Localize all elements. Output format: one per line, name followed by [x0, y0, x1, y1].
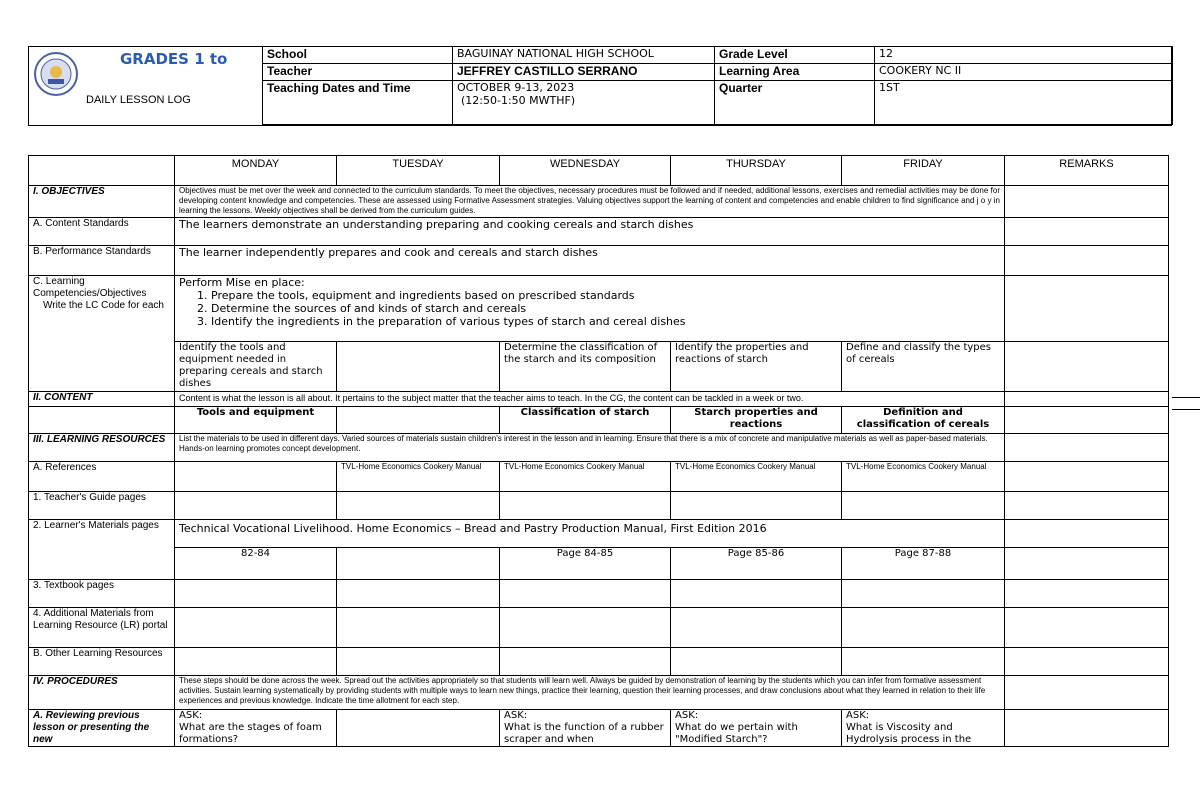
school-value: BAGUINAY NATIONAL HIGH SCHOOL [453, 47, 715, 64]
empty-cell [842, 580, 1005, 608]
dates-text: OCTOBER 9-13, 2023 [457, 81, 575, 94]
competencies-label-line2: Competencies/Objectives [33, 288, 147, 299]
performance-standards-label: B. Performance Standards [29, 246, 175, 276]
empty-cell [175, 608, 337, 648]
teaching-dates-value [453, 81, 715, 125]
daily-content: Classification of starch [500, 407, 671, 434]
learning-area-label: Learning Area [715, 64, 875, 81]
daily-content: Definition and classification of cereals [842, 407, 1005, 434]
empty-cell [337, 648, 500, 676]
empty-cell [337, 608, 500, 648]
empty-cell [671, 492, 842, 520]
learning-area-value: COOKERY NC II [875, 64, 1173, 81]
reference-cell: TVL-Home Economics Cookery Manual [337, 462, 500, 492]
competency-item: 1. Prepare the tools, equipment and ingredients based on prescribed standards [211, 289, 1000, 302]
remarks-cell [1005, 434, 1169, 462]
empty-cell [842, 608, 1005, 648]
remarks-cell [1005, 186, 1169, 218]
lm-pages: Page 84-85 [500, 548, 671, 580]
header-info-table [262, 46, 1173, 125]
empty-cell [842, 648, 1005, 676]
lesson-log-table [28, 155, 1169, 747]
daily-content: Tools and equipment [175, 407, 337, 434]
ask-label: ASK: [179, 710, 203, 721]
reference-cell: TVL-Home Economics Cookery Manual [500, 462, 671, 492]
lm-pages: Page 87-88 [842, 548, 1005, 580]
review-question-cell [337, 710, 500, 747]
empty-cell [671, 648, 842, 676]
other-resources-label: B. Other Learning Resources [29, 648, 175, 676]
competencies-text [175, 276, 1005, 342]
daily-objective: Determine the classification of the starch and its composition [500, 342, 671, 392]
procedures-text: These steps should be done across the week. Spread out the activities appropriately so that students will learn well. Always be guided by demonstration of learning by the students which you can infer from formative assessment activities. Sustain learning systematically by providing students with multiple ways to learn new things, practice their learning, question their learning processes, and draw conclusions about what they learned in relation to their life experiences and previous knowledge. Indicate the time allotment for each step. [175, 676, 1005, 710]
empty-cell [175, 580, 337, 608]
remarks-cell [1005, 407, 1169, 434]
remarks-cell [1005, 710, 1169, 747]
school-label: School [263, 47, 453, 64]
content-standards-text: The learners demonstrate an understanding preparing and cooking cereals and starch dishes [175, 218, 1005, 246]
learners-materials-label: 2. Learner's Materials pages [29, 520, 175, 580]
overflow-line [1172, 397, 1200, 398]
deped-seal-icon [34, 52, 78, 96]
remarks-cell [1005, 246, 1169, 276]
additional-materials-label: 4. Additional Materials from Learning Resource (LR) portal [29, 608, 175, 648]
lm-pages: Page 85-86 [671, 548, 842, 580]
remarks-cell [1005, 548, 1169, 580]
content-standards-label: A. Content Standards [29, 218, 175, 246]
daily-objective: Identify the tools and equipment needed in preparing cereals and starch dishes [175, 342, 337, 392]
remarks-cell [1005, 462, 1169, 492]
remarks-cell [1005, 218, 1169, 246]
content-text: Content is what the lesson is all about. It pertains to the subject matter that the teacher aims to teach. In the CG, the content can be tackled in a week or two. [175, 392, 1005, 407]
learners-materials-text: Technical Vocational Livelihood. Home Economics – Bread and Pastry Production Manual, First Edition 2016 [175, 520, 1005, 548]
remarks-cell [1005, 676, 1169, 710]
competency-item: 2. Determine the sources of and kinds of starch and cereals [211, 302, 1000, 315]
daily-content [337, 407, 500, 434]
ask-label: ASK: [504, 710, 528, 721]
remarks-cell [1005, 276, 1169, 342]
ask-label: ASK: [846, 710, 870, 721]
remarks-cell [1005, 580, 1169, 608]
competencies-intro: Perform Mise en place: [179, 276, 305, 289]
empty-cell [500, 492, 671, 520]
empty-cell [175, 492, 337, 520]
reference-cell [175, 462, 337, 492]
content-label: II. CONTENT [29, 392, 175, 407]
competencies-label-line3: Write the LC Code for each [43, 300, 164, 311]
empty-cell [337, 492, 500, 520]
objectives-label: I. OBJECTIVES [29, 186, 175, 218]
reviewing-lesson-label: A. Reviewing previous lesson or presenting the new [29, 710, 175, 747]
teacher-value: JEFFREY CASTILLO SERRANO [453, 64, 715, 81]
review-question-cell [175, 710, 337, 747]
remarks-cell [1005, 520, 1169, 548]
quarter-value: 1ST [875, 81, 1173, 125]
empty-cell [175, 648, 337, 676]
day-header: WEDNESDAY [500, 156, 671, 186]
references-label: A. References [29, 462, 175, 492]
lm-pages [337, 548, 500, 580]
competency-item: 3. Identify the ingredients in the preparation of various types of starch and cereal dishes [211, 315, 1000, 328]
grade-level-label: Grade Level [715, 47, 875, 64]
empty-cell [671, 580, 842, 608]
reference-cell: TVL-Home Economics Cookery Manual [842, 462, 1005, 492]
remarks-cell [1005, 392, 1169, 407]
lm-pages: 82-84 [175, 548, 337, 580]
day-header: THURSDAY [671, 156, 842, 186]
review-question: What are the stages of foam formations? [179, 722, 322, 745]
remarks-cell [1005, 608, 1169, 648]
daily-content: Starch properties and reactions [671, 407, 842, 434]
learning-resources-label: III. LEARNING RESOURCES [29, 434, 175, 462]
competencies-list [179, 289, 1000, 328]
overflow-line [1172, 409, 1200, 410]
review-question: What is Viscosity and Hydrolysis process in the [846, 722, 972, 745]
remarks-cell [1005, 492, 1169, 520]
daily-objective [337, 342, 500, 392]
review-question: What is the function of a rubber scraper and when [504, 722, 664, 745]
review-question-cell [500, 710, 671, 747]
remarks-cell [1005, 342, 1169, 392]
quarter-label: Quarter [715, 81, 875, 125]
content-label-blank [29, 407, 175, 434]
empty-cell [500, 608, 671, 648]
reference-cell: TVL-Home Economics Cookery Manual [671, 462, 842, 492]
objectives-text: Objectives must be met over the week and connected to the curriculum standards. To meet the objectives, necessary procedures must be followed and if needed, additional lessons, exercises and remedial activities may be done for developing content knowledge and competencies. These are assessed using Formative Assessment strategies. Valuing objectives support the learning of content and competencies and enable children to find significance and j o y in learning the lessons. Weekly objectives shall be derived from the curriculum guides. [175, 186, 1005, 218]
day-header: TUESDAY [337, 156, 500, 186]
learning-resources-text: List the materials to be used in different days. Varied sources of materials sustain children's interest in the lesson and in learning. Ensure that there is a mix of concrete and manipulative materials as well as paper-based materials. Hands-on learning promotes concept development. [175, 434, 1005, 462]
teachers-guide-label: 1. Teacher's Guide pages [29, 492, 175, 520]
performance-standards-text: The learner independently prepares and cook and cereals and starch dishes [175, 246, 1005, 276]
corner-cell [29, 156, 175, 186]
textbook-pages-label: 3. Textbook pages [29, 580, 175, 608]
competencies-label [29, 276, 175, 392]
daily-lesson-log-title: DAILY LESSON LOG [86, 94, 191, 106]
grade-level-value: 12 [875, 47, 1173, 64]
teacher-label: Teacher [263, 64, 453, 81]
ask-label: ASK: [675, 710, 699, 721]
empty-cell [500, 580, 671, 608]
review-question-cell [671, 710, 842, 747]
time-text: (12:50-1:50 MWTHF) [461, 94, 576, 107]
remarks-header: REMARKS [1005, 156, 1169, 186]
empty-cell [842, 492, 1005, 520]
review-question-cell [842, 710, 1005, 747]
competencies-label-line1: C. Learning [33, 276, 85, 287]
daily-objective: Define and classify the types of cereals [842, 342, 1005, 392]
daily-objective: Identify the properties and reactions of starch [671, 342, 842, 392]
day-header: FRIDAY [842, 156, 1005, 186]
remarks-cell [1005, 648, 1169, 676]
teaching-dates-label: Teaching Dates and Time [263, 81, 453, 125]
empty-cell [671, 608, 842, 648]
day-header: MONDAY [175, 156, 337, 186]
grades-title: GRADES 1 to [120, 50, 228, 68]
empty-cell [500, 648, 671, 676]
empty-cell [337, 580, 500, 608]
review-question: What do we pertain with "Modified Starch"? [675, 722, 798, 745]
procedures-label: IV. PROCEDURES [29, 676, 175, 710]
